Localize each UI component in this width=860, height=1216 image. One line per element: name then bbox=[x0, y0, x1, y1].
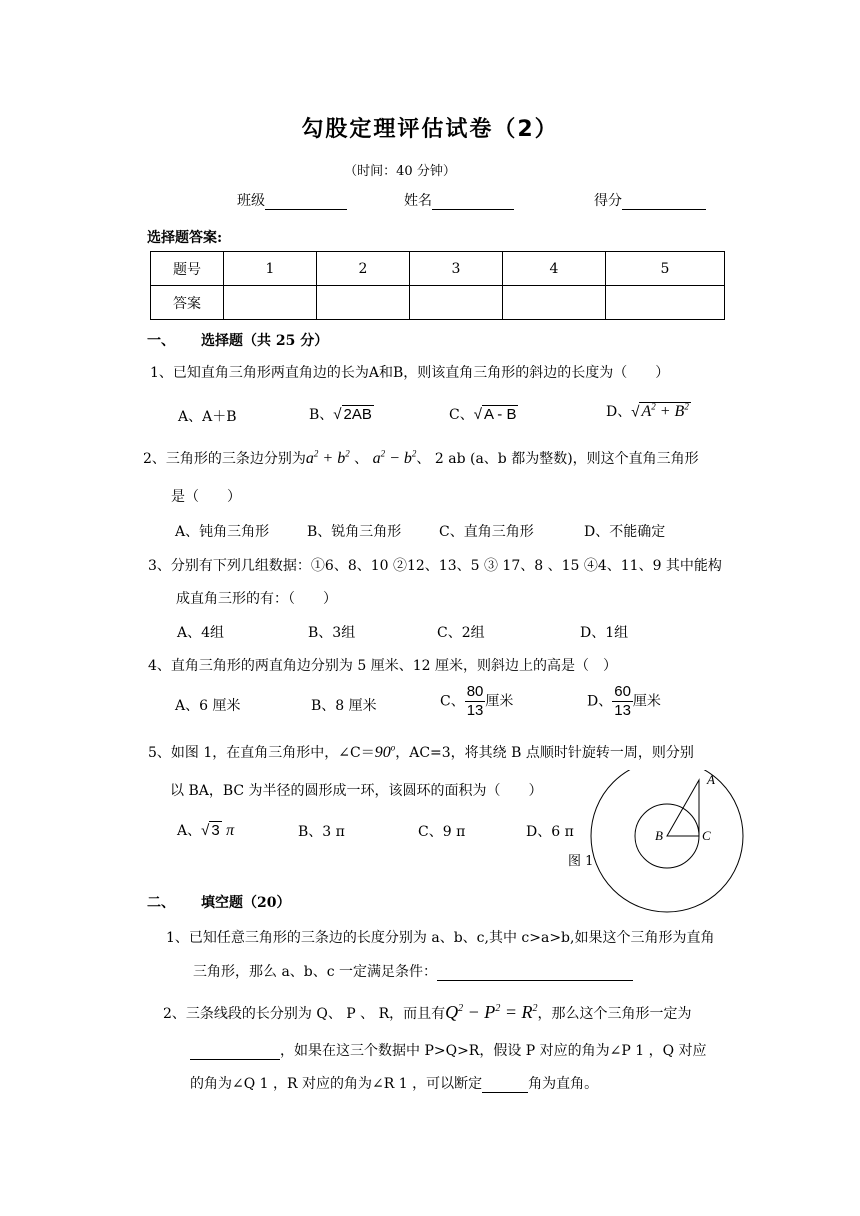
f2-equation: $Q^2 - P^2 = R^2$ bbox=[445, 1002, 538, 1022]
q4-option-c bbox=[440, 683, 513, 720]
q4-option-a: A、6 厘米 bbox=[175, 698, 241, 714]
f1-line2-text: 三角形，那么 a、b、c 一定满足条件： bbox=[193, 964, 438, 980]
f1-answer-blank[interactable] bbox=[437, 966, 633, 981]
section1-heading bbox=[147, 330, 328, 350]
pi-symbol: π bbox=[226, 822, 235, 839]
q5-option-a bbox=[177, 820, 234, 840]
section1-number: 一、 bbox=[147, 333, 175, 349]
fraction-numerator: 80 bbox=[466, 683, 484, 700]
q1-option-c bbox=[449, 404, 518, 424]
f2-line2-text: ，如果在这三个数据中 P>Q>R，假设 P 对应的角为∠P 1 ，Q 对应 bbox=[280, 1043, 707, 1059]
q5-option-a-prefix: A、 bbox=[177, 823, 202, 839]
answer-cell[interactable] bbox=[410, 286, 503, 320]
q4-option-c-unit: 厘米 bbox=[485, 693, 514, 710]
name-blank[interactable] bbox=[432, 195, 514, 210]
q5-option-a-radicand: 3 bbox=[211, 822, 220, 839]
fraction-denominator: 13 bbox=[466, 702, 484, 719]
f2-line2 bbox=[190, 1040, 707, 1060]
answer-cell[interactable] bbox=[503, 286, 606, 320]
table-number-cell: 3 bbox=[410, 252, 503, 286]
class-blank[interactable] bbox=[265, 195, 347, 210]
fraction bbox=[612, 683, 633, 720]
q5-line1 bbox=[148, 742, 694, 762]
f2-answer-blank-1[interactable] bbox=[190, 1045, 280, 1060]
right-triangle bbox=[667, 780, 699, 836]
table-number-cell: 4 bbox=[503, 252, 606, 286]
q3-option-a: A、4组 bbox=[177, 625, 225, 641]
q5-line1-a: 5、如图 1，在直角三角形中，∠C＝ bbox=[148, 745, 375, 761]
q5-line1-b: ，AC=3，将其绕 B 点顺时针旋转一周，则分别 bbox=[395, 745, 694, 761]
q1-text: 1、已知直角三角形两直角边的长为A和B，则该直角三角形的斜边的长度为（ ） bbox=[150, 365, 670, 381]
q3-option-c: C、2组 bbox=[437, 625, 485, 641]
answer-cell[interactable] bbox=[224, 286, 317, 320]
outer-circle bbox=[591, 770, 743, 912]
q2-line1: 2、三角形的三条边分别为$a^2 + b^2$ 、 $a^2 - b^2$、 2 ab (a、b 都为整数)，则这个直角三角形 bbox=[143, 448, 699, 467]
f2-answer-blank-2[interactable] bbox=[482, 1078, 528, 1093]
sqrt-symbol: √ 3 bbox=[201, 822, 220, 839]
f2-line3 bbox=[190, 1073, 598, 1093]
q3-line2: 成直角三形的有：（ ） bbox=[176, 591, 337, 607]
fraction-denominator: 13 bbox=[614, 702, 631, 719]
fraction bbox=[465, 683, 486, 720]
q2-expression-2: $a^2 - b^2$ bbox=[372, 448, 417, 467]
table-number-cell: 2 bbox=[317, 252, 410, 286]
q2-option-a: A、钝角三角形 bbox=[175, 524, 270, 540]
score-field bbox=[594, 190, 706, 210]
q2-suffix: 、 2 ab (a、b 都为整数)，则这个直角三角形 bbox=[416, 451, 699, 467]
q1-option-b bbox=[309, 404, 374, 424]
class-field bbox=[237, 190, 347, 210]
page-title: 勾股定理评估试卷（2） bbox=[301, 117, 559, 142]
f2-line1-a: 2、三条线段的长分别为 Q、 P 、 R，而且有 bbox=[163, 1006, 446, 1022]
f2-line3-a: 的角为∠Q 1 ，R 对应的角为∠R 1 ，可以断定 bbox=[190, 1076, 483, 1092]
time-note: （时间：40 分钟） bbox=[344, 164, 456, 179]
sqrt-symbol: √ 2AB bbox=[333, 406, 372, 423]
q2-expression-1: $a^2 + b^2$ bbox=[305, 448, 350, 467]
q3-line1: 3、分别有下列几组数据：①6、8、10 ②12、13、5 ③ 17、8 、15 ④4、11、9 其中能构 bbox=[148, 558, 722, 574]
section1-title: 选择题（共 25 分） bbox=[201, 333, 329, 349]
q1-option-d-expression: $A^2 + B^2$ bbox=[641, 401, 689, 420]
figure-label-b: B bbox=[655, 828, 663, 843]
answer-table-heading: 选择题答案: bbox=[147, 230, 223, 246]
f2-line1 bbox=[163, 1002, 691, 1023]
q1-option-b-radicand: 2AB bbox=[343, 406, 372, 423]
q5-option-c: C、9 π bbox=[418, 824, 466, 840]
q1-option-b-prefix: B、 bbox=[309, 407, 334, 423]
q4-option-d-prefix: D、 bbox=[587, 693, 613, 710]
figure-label-c: C bbox=[702, 828, 711, 843]
q2-prefix: 2、三角形的三条边分别为 bbox=[143, 451, 306, 467]
q1-option-a: A、A＋B bbox=[178, 409, 237, 425]
q1-option-d bbox=[606, 401, 691, 421]
q2-option-d: D、不能确定 bbox=[584, 524, 666, 540]
figure-1-annulus bbox=[590, 770, 760, 920]
q4-option-d-unit: 厘米 bbox=[632, 693, 661, 710]
name-label: 姓名 bbox=[404, 193, 432, 209]
q2-option-c: C、直角三角形 bbox=[439, 524, 534, 540]
sqrt-symbol: √ A - B bbox=[473, 406, 517, 423]
fraction-numerator: 60 bbox=[614, 683, 631, 700]
name-field bbox=[404, 190, 514, 210]
section2-number: 二、 bbox=[147, 895, 175, 911]
f1-line2 bbox=[193, 961, 633, 981]
q5-line2: 以 BA，BC 为半径的圆形成一环，该圆环的面积为（ ） bbox=[170, 783, 543, 799]
answer-cell[interactable] bbox=[606, 286, 725, 320]
table-number-cell: 1 bbox=[224, 252, 317, 286]
figure-label-a: A bbox=[707, 772, 715, 787]
q5-option-d: D、6 π bbox=[526, 824, 574, 840]
f2-line3-b: 角为直角。 bbox=[528, 1076, 599, 1092]
q3-option-b: B、3组 bbox=[308, 625, 356, 641]
q4-option-d bbox=[587, 683, 661, 720]
q1-option-d-prefix: D、 bbox=[606, 404, 632, 420]
answer-cell[interactable] bbox=[317, 286, 410, 320]
figure-caption: 图 1 bbox=[568, 854, 594, 869]
q5-option-b: B、3 π bbox=[298, 824, 345, 840]
q4-option-b: B、8 厘米 bbox=[311, 698, 377, 714]
table-row bbox=[151, 252, 725, 286]
q1-option-c-radicand: A - B bbox=[483, 406, 517, 423]
table-header-cell: 答案 bbox=[151, 286, 224, 320]
q1-option-c-prefix: C、 bbox=[449, 407, 474, 423]
q2-option-b: B、锐角三角形 bbox=[307, 524, 402, 540]
q4-text: 4、直角三角形的两直角边分别为 5 厘米、12 厘米，则斜边上的高是（ ） bbox=[148, 658, 617, 674]
section2-title: 填空题（20） bbox=[201, 895, 291, 911]
sqrt-symbol: √ $A^2 + B^2$ bbox=[631, 401, 689, 420]
f2-line1-b: ，那么这个三角形一定为 bbox=[537, 1006, 692, 1022]
class-label: 班级 bbox=[237, 193, 265, 209]
score-label: 得分 bbox=[594, 193, 622, 209]
q4-option-c-prefix: C、 bbox=[440, 693, 465, 710]
answer-table bbox=[150, 251, 725, 320]
f1-line1: 1、已知任意三角形的三条边的长度分别为 a、b、c,其中 c>a>b,如果这个三角形为直角 bbox=[166, 930, 715, 946]
table-number-cell: 5 bbox=[606, 252, 725, 286]
q5-angle-value: 90$^o$ bbox=[374, 742, 396, 761]
q2-line2: 是（ ） bbox=[171, 489, 241, 505]
table-header-cell: 题号 bbox=[151, 252, 224, 286]
q3-option-d: D、1组 bbox=[580, 625, 629, 641]
table-row bbox=[151, 286, 725, 320]
score-blank[interactable] bbox=[622, 195, 706, 210]
section2-heading bbox=[147, 892, 290, 912]
